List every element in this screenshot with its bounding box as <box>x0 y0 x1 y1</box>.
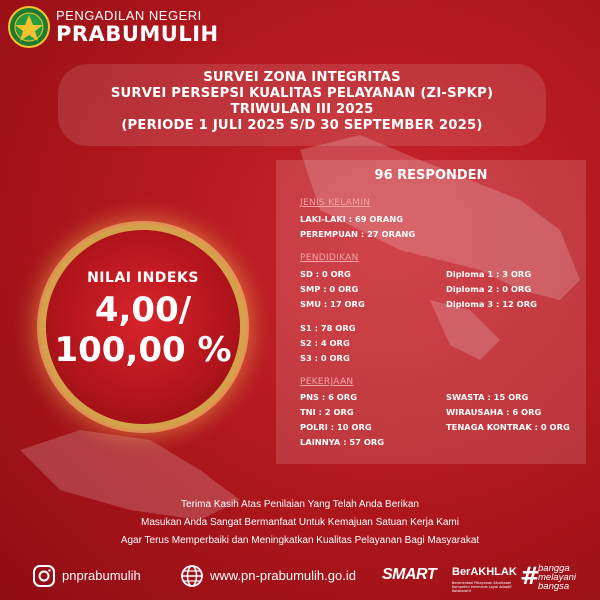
edu-smu: SMU : 17 ORG <box>300 299 365 309</box>
edu-s1: S1 : 78 ORG <box>300 323 356 333</box>
title-line-2: SURVEI PERSEPSI KUALITAS PELAYANAN (ZI-SPKP) <box>110 86 494 101</box>
edu-smp: SMP : 0 ORG <box>300 284 359 294</box>
section-education: PENDIDIKAN <box>300 253 359 263</box>
bangga-line-1: bangga <box>538 563 570 574</box>
instagram-icon[interactable] <box>32 564 56 588</box>
respondent-count: 96 RESPONDEN <box>374 168 488 183</box>
gender-female: PEREMPUAN : 27 ORANG <box>300 229 416 239</box>
edu-sd: SD : 0 ORG <box>300 269 351 279</box>
bangga-melayani-logo <box>538 564 576 591</box>
occ-kontrak: TENAGA KONTRAK : 0 ORG <box>446 422 570 432</box>
org-name <box>56 8 219 45</box>
instagram-handle[interactable]: pnprabumulih <box>62 568 141 583</box>
footer <box>0 560 600 600</box>
title-box <box>58 64 546 146</box>
edu-d1: Diploma 1 : 3 ORG <box>446 269 532 279</box>
index-label: NILAI INDEKS <box>87 270 199 286</box>
occ-wirausaha: WIRAUSAHA : 6 ORG <box>446 407 542 417</box>
occ-tni: TNI : 2 ORG <box>300 407 354 417</box>
occ-lainnya: LAINNYA : 57 ORG <box>300 437 385 447</box>
court-logo-icon <box>8 6 50 48</box>
occ-polri: POLRI : 10 ORG <box>300 422 372 432</box>
edu-d2: Diploma 2 : 0 ORG <box>446 284 532 294</box>
berakhlak-subtitle: Berorientasi Pelayanan Akuntabel Kompeten Harmonis Loyal Adaptif Kolaboratif <box>452 581 512 593</box>
website-link[interactable]: www.pn-prabumulih.go.id <box>210 568 356 583</box>
berakhlak-logo: BerAKHLAK <box>452 566 517 578</box>
index-value-line-1: 4,00/ <box>94 290 192 330</box>
title-line-4: (PERIODE 1 JULI 2025 S/D 30 SEPTEMBER 2025) <box>121 118 483 133</box>
occ-swasta: SWASTA : 15 ORG <box>446 392 529 402</box>
section-gender: JENIS KELAMIN <box>300 198 371 208</box>
thanks-line-1: Terima Kasih Atas Penilaian Yang Telah Anda Berikan <box>181 499 419 510</box>
bangga-line-2: melayani <box>538 572 577 583</box>
org-sub: PENGADILAN NEGERI <box>56 8 202 24</box>
globe-icon[interactable] <box>180 564 204 588</box>
bangga-line-3: bangsa <box>538 581 570 592</box>
edu-d3: Diploma 3 : 12 ORG <box>446 299 537 309</box>
section-occupation: PEKERJAAN <box>300 377 354 387</box>
thanks-line-2: Masukan Anda Sangat Bermanfaat Untuk Kemajuan Satuan Kerja Kami <box>141 517 459 528</box>
respondent-panel <box>276 160 586 464</box>
index-ring <box>28 212 258 442</box>
smart-logo: SMART <box>382 566 437 583</box>
occ-pns: PNS : 6 ORG <box>300 392 358 402</box>
index-value-line-2: 100,00 % <box>54 330 232 370</box>
edu-s2: S2 : 4 ORG <box>300 338 350 348</box>
header <box>8 6 219 48</box>
thanks-line-3: Agar Terus Memperbaiki dan Meningkatkan Kualitas Pelayanan Bagi Masyarakat <box>120 535 480 546</box>
edu-s3: S3 : 0 ORG <box>300 353 350 363</box>
org-main: PRABUMULIH <box>56 22 219 47</box>
hashtag-icon: # <box>520 562 541 590</box>
gender-male: LAKI-LAKI : 69 ORANG <box>300 214 404 224</box>
title-line-3: TRIWULAN III 2025 <box>230 102 374 117</box>
title-line-1: SURVEI ZONA INTEGRITAS <box>203 70 401 85</box>
